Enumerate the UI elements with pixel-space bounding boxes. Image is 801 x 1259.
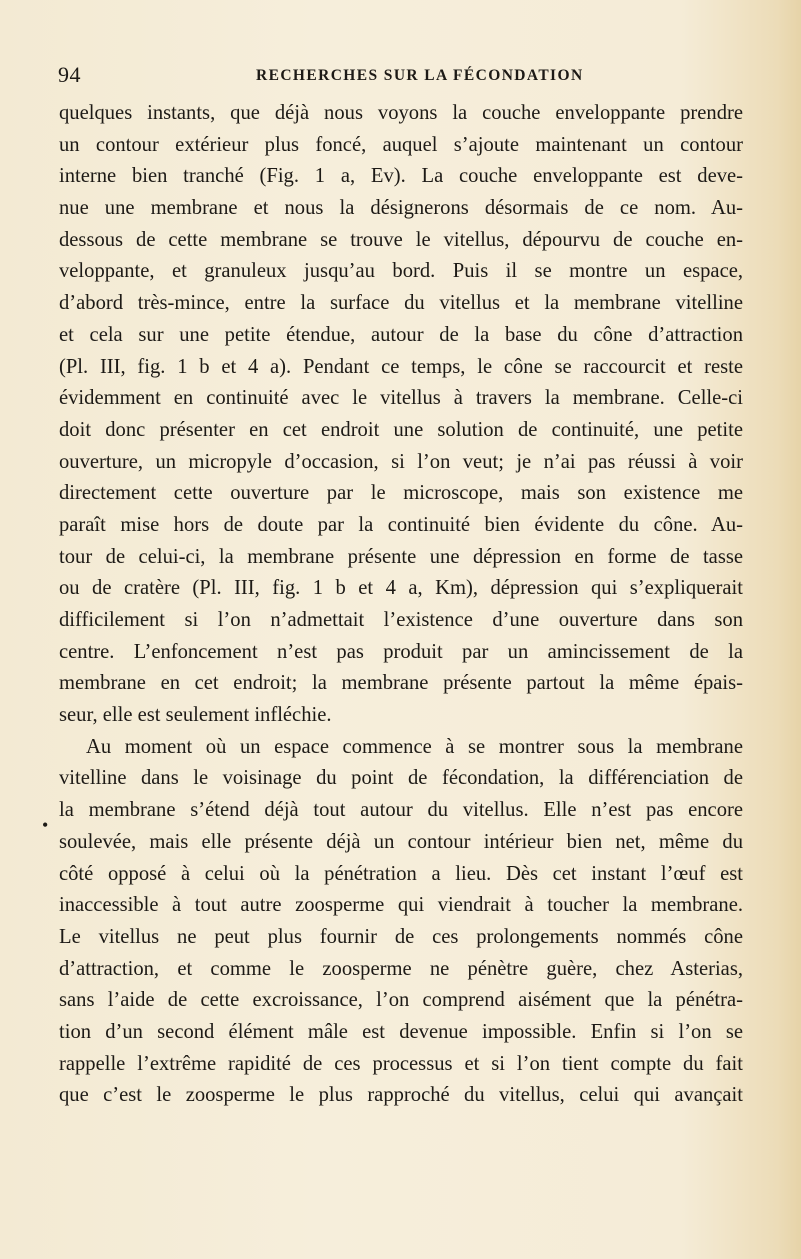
- text-line: vitelline dans le voisinage du point de fécondation, la différenciation de: [59, 767, 743, 790]
- body-text: [59, 98, 743, 1112]
- text-line: d’abord très-mince, entre la surface du vitellus et la membrane vitelline: [59, 292, 743, 315]
- text-line: rappelle l’extrême rapidité de ces processus et si l’on tient compte du fait: [59, 1052, 743, 1075]
- text-line: tion d’un second élément mâle est devenue impossible. Enfin si l’on se: [59, 1020, 743, 1043]
- text-line: ouverture, un micropyle d’occasion, si l’on veut; je n’ai pas réussi à voir: [59, 450, 743, 473]
- text-line: sans l’aide de cette excroissance, l’on comprend aisément que la pénétra-: [59, 989, 743, 1012]
- text-line: nue une membrane et nous la désignerons désormais de ce nom. Au-: [59, 197, 743, 220]
- text-line: membrane en cet endroit; la membrane présente partout la même épais-: [59, 672, 743, 695]
- text-line: tour de celui-ci, la membrane présente une dépression en forme de tasse: [59, 545, 743, 568]
- text-line: dessous de cette membrane se trouve le vitellus, dépourvu de couche en-: [59, 228, 743, 251]
- text-line: veloppante, et granuleux jusqu’au bord. Puis il se montre un espace,: [59, 260, 743, 283]
- text-line: paraît mise hors de doute par la continuité bien évidente du cône. Au-: [59, 513, 743, 536]
- text-line-paragraph-end: seur, elle est seulement infléchie.: [59, 704, 332, 727]
- text-line: côté opposé à celui où la pénétration a lieu. Dès cet instant l’œuf est: [59, 862, 743, 885]
- text-line-paragraph-start: Au moment où un espace commence à se montrer sous la membrane: [86, 735, 743, 758]
- running-head: RECHERCHES SUR LA FÉCONDATION: [256, 67, 584, 84]
- text-line: quelques instants, que déjà nous voyons la couche enveloppante prendre: [59, 102, 743, 124]
- text-line: et cela sur une petite étendue, autour de la base du cône d’attraction: [59, 323, 743, 346]
- page-number: 94: [58, 62, 81, 87]
- text-line: inaccessible à tout autre zoosperme qui viendrait à toucher la membrane.: [59, 894, 743, 917]
- text-line: d’attraction, et comme le zoosperme ne pénètre guère, chez Asterias,: [59, 957, 743, 980]
- text-line: directement cette ouverture par le microscope, mais son existence me: [59, 482, 743, 505]
- text-line: que c’est le zoosperme le plus rapproché du vitellus, celui qui avançait: [59, 1084, 743, 1107]
- text-line: Le vitellus ne peut plus fournir de ces prolongements nommés cône: [59, 925, 743, 948]
- text-line: ou de cratère (Pl. III, fig. 1 b et 4 a, Km), dépression qui s’expliquerait: [59, 577, 743, 600]
- text-line: évidemment en continuité avec le vitellus à travers la membrane. Celle-ci: [59, 387, 743, 410]
- text-line: difficilement si l’on n’admettait l’existence d’une ouverture dans son: [59, 609, 743, 631]
- text-line: soulevée, mais elle présente déjà un contour intérieur bien net, même du: [59, 830, 743, 853]
- text-line: centre. L’enfoncement n’est pas produit par un amincissement de la: [59, 640, 743, 663]
- text-line: (Pl. III, fig. 1 b et 4 a). Pendant ce temps, le cône se raccourcit et reste: [59, 355, 743, 378]
- text-line: interne bien tranché (Fig. 1 a, Ev). La couche enveloppante est deve-: [59, 165, 743, 188]
- page-header: [58, 62, 758, 92]
- margin-mark: •: [42, 815, 49, 835]
- text-line: un contour extérieur plus foncé, auquel s’ajoute maintenant un contour: [59, 133, 743, 156]
- text-line: la membrane s’étend déjà tout autour du vitellus. Elle n’est pas encore: [59, 799, 743, 822]
- text-line: doit donc présenter en cet endroit une solution de continuité, une petite: [59, 418, 743, 441]
